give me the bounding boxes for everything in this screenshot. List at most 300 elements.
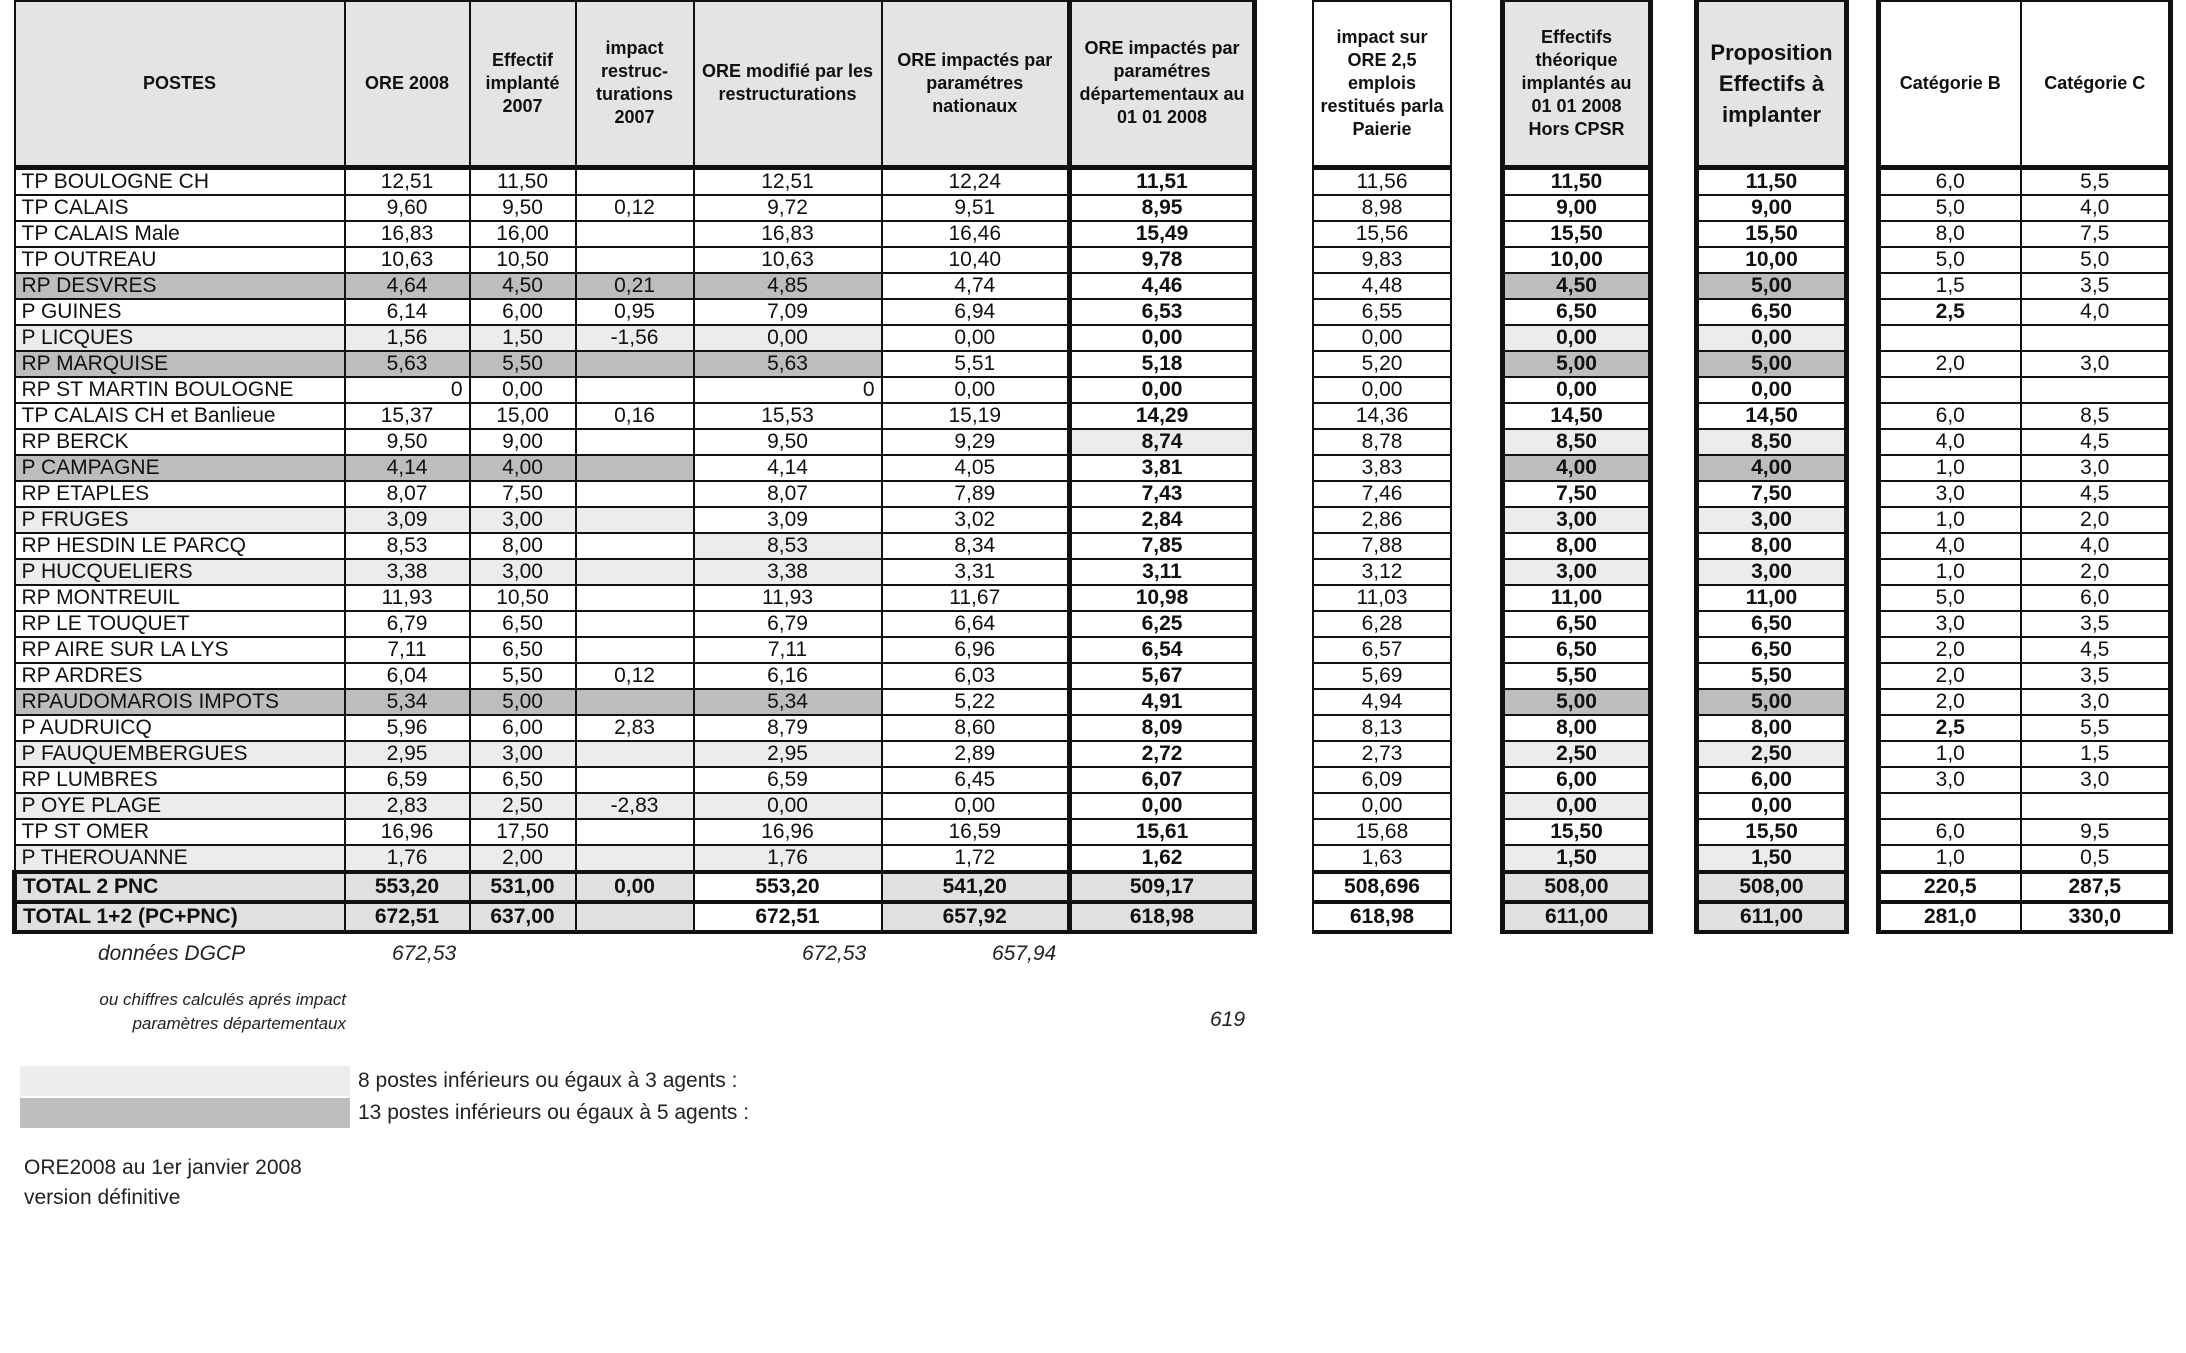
ore-2008-cell: 5,34 (345, 689, 470, 715)
total-ore-modifie: 553,20 (694, 872, 882, 902)
poste-name: P THEROUANNE (15, 845, 345, 872)
table-row (1313, 559, 1451, 585)
table-row (1697, 403, 1847, 429)
header-categorie-c: Catégorie C (2021, 1, 2171, 167)
total-categorie-c: 330,0 (2021, 902, 2171, 932)
table-row (1313, 167, 1451, 195)
total-ore-nationaux: 541,20 (882, 872, 1070, 902)
table-row (1313, 429, 1451, 455)
table-row (1697, 351, 1847, 377)
effectif-2007-cell: 6,50 (470, 767, 576, 793)
effectif-2007-cell: 8,00 (470, 533, 576, 559)
theorique-table (1500, 0, 1653, 934)
table-row (1503, 845, 1651, 872)
table-row (1503, 325, 1651, 351)
ore-nationaux-cell: 9,29 (882, 429, 1070, 455)
effectif-2007-cell: 4,50 (470, 273, 576, 299)
proposition-cell: 14,50 (1697, 403, 1847, 429)
table-row (1313, 689, 1451, 715)
table-row (15, 611, 1255, 637)
ore-nationaux-cell: 3,31 (882, 559, 1070, 585)
categorie-b-cell: 8,0 (1879, 221, 2021, 247)
proposition-cell: 10,00 (1697, 247, 1847, 273)
categorie-c-cell: 0,5 (2021, 845, 2171, 872)
ore-modifie-cell: 4,85 (694, 273, 882, 299)
total-ore-modifie: 672,51 (694, 902, 882, 932)
categorie-b-cell: 2,0 (1879, 351, 2021, 377)
impact-paierie-cell: 6,09 (1313, 767, 1451, 793)
effectifs-theoriques-cell: 0,00 (1503, 377, 1651, 403)
legend-swatch-dark (20, 1098, 350, 1128)
total-ore-2008: 672,51 (345, 902, 470, 932)
total-row (1503, 902, 1651, 932)
effectifs-theoriques-cell: 5,50 (1503, 663, 1651, 689)
ore-2008-cell: 15,37 (345, 403, 470, 429)
effectifs-theoriques-cell: 5,00 (1503, 689, 1651, 715)
ore-departementaux-cell: 15,49 (1070, 221, 1255, 247)
categorie-c-cell: 4,5 (2021, 481, 2171, 507)
table-row (1697, 507, 1847, 533)
poste-name: TP BOULOGNE CH (15, 167, 345, 195)
footer-line1: ORE2008 au 1er janvier 2008 (24, 1156, 302, 1179)
proposition-cell: 5,00 (1697, 689, 1847, 715)
legend-text-dark: 13 postes inférieurs ou égaux à 5 agents : (358, 1101, 750, 1124)
poste-name: P LICQUES (15, 325, 345, 351)
impact-restruct-cell (576, 637, 694, 663)
ore-nationaux-cell: 4,74 (882, 273, 1070, 299)
proposition-cell: 9,00 (1697, 195, 1847, 221)
categorie-b-cell: 1,0 (1879, 455, 2021, 481)
categorie-c-cell: 9,5 (2021, 819, 2171, 845)
table-row (1313, 195, 1451, 221)
ore-nationaux-cell: 7,89 (882, 481, 1070, 507)
ore-nationaux-cell: 16,59 (882, 819, 1070, 845)
table-row (1879, 715, 2171, 741)
table-row (1503, 533, 1651, 559)
header-effectifs-theoriques: Effectifs théorique implantés au 01 01 2008 Hors CPSR (1503, 1, 1651, 167)
ore-departementaux-cell: 4,46 (1070, 273, 1255, 299)
categorie-b-cell: 5,0 (1879, 247, 2021, 273)
total-effectifs-theoriques: 611,00 (1503, 902, 1651, 932)
table-row (15, 351, 1255, 377)
table-row (1879, 273, 2171, 299)
effectif-2007-cell: 16,00 (470, 221, 576, 247)
effectifs-theoriques-cell: 15,50 (1503, 819, 1651, 845)
poste-name: TP ST OMER (15, 819, 345, 845)
table-row (15, 377, 1255, 403)
total-proposition: 611,00 (1697, 902, 1847, 932)
table-row (1697, 299, 1847, 325)
table-row (1313, 507, 1451, 533)
table-row (1313, 273, 1451, 299)
ore-2008-cell: 9,50 (345, 429, 470, 455)
ore-departementaux-cell: 3,11 (1070, 559, 1255, 585)
table-row (1879, 325, 2171, 351)
table-row (1697, 741, 1847, 767)
ore-nationaux-cell: 9,51 (882, 195, 1070, 221)
impact-paierie-cell: 2,73 (1313, 741, 1451, 767)
ore-departementaux-cell: 1,62 (1070, 845, 1255, 872)
ore-2008-cell: 1,56 (345, 325, 470, 351)
ore-2008-cell: 3,38 (345, 559, 470, 585)
total-categorie-b: 220,5 (1879, 872, 2021, 902)
categorie-c-cell: 8,5 (2021, 403, 2171, 429)
categorie-b-cell (1879, 377, 2021, 403)
impact-paierie-cell: 14,36 (1313, 403, 1451, 429)
table-row (1313, 611, 1451, 637)
categorie-b-cell: 2,0 (1879, 637, 2021, 663)
ore-departementaux-cell: 15,61 (1070, 819, 1255, 845)
table-row (1313, 299, 1451, 325)
ore-2008-cell: 6,14 (345, 299, 470, 325)
ore-modifie-cell: 9,72 (694, 195, 882, 221)
ore-modifie-cell: 0,00 (694, 325, 882, 351)
ore-nationaux-cell: 10,40 (882, 247, 1070, 273)
table-row (1313, 325, 1451, 351)
effectifs-theoriques-cell: 8,00 (1503, 715, 1651, 741)
impact-paierie-cell: 0,00 (1313, 377, 1451, 403)
impact-restruct-cell: -2,83 (576, 793, 694, 819)
ore-departementaux-cell: 6,53 (1070, 299, 1255, 325)
table-row (15, 741, 1255, 767)
total-effectif-2007: 637,00 (470, 902, 576, 932)
total-proposition: 508,00 (1697, 872, 1847, 902)
ore-nationaux-cell: 6,94 (882, 299, 1070, 325)
ore-nationaux-cell: 11,67 (882, 585, 1070, 611)
proposition-cell: 5,00 (1697, 273, 1847, 299)
ore-departementaux-cell: 6,25 (1070, 611, 1255, 637)
table-row (1697, 247, 1847, 273)
effectif-2007-cell: 2,50 (470, 793, 576, 819)
impact-paierie-cell: 15,68 (1313, 819, 1451, 845)
impact-restruct-cell: 0,95 (576, 299, 694, 325)
categorie-c-cell (2021, 377, 2171, 403)
table-row (1503, 429, 1651, 455)
ore-departementaux-cell: 6,54 (1070, 637, 1255, 663)
impact-paierie-cell: 3,12 (1313, 559, 1451, 585)
impact-restruct-cell: 0,16 (576, 403, 694, 429)
effectifs-theoriques-cell: 11,50 (1503, 167, 1651, 195)
effectif-2007-cell: 10,50 (470, 585, 576, 611)
ore-departementaux-cell: 3,81 (1070, 455, 1255, 481)
ore-departementaux-cell: 14,29 (1070, 403, 1255, 429)
categorie-c-cell: 3,5 (2021, 273, 2171, 299)
impact-restruct-cell (576, 845, 694, 872)
table-row (15, 845, 1255, 872)
ore-nationaux-cell: 0,00 (882, 325, 1070, 351)
table-row (1503, 611, 1651, 637)
impact-paierie-cell: 15,56 (1313, 221, 1451, 247)
impact-restruct-cell: 0,12 (576, 195, 694, 221)
categorie-b-cell: 2,5 (1879, 715, 2021, 741)
proposition-cell: 1,50 (1697, 845, 1847, 872)
impact-restruct-cell (576, 507, 694, 533)
proposition-cell: 0,00 (1697, 377, 1847, 403)
poste-name: TP CALAIS Male (15, 221, 345, 247)
categorie-b-cell: 2,0 (1879, 663, 2021, 689)
table-row (1503, 273, 1651, 299)
table-row (15, 247, 1255, 273)
table-row (1503, 741, 1651, 767)
total-label: TOTAL 2 PNC (15, 872, 345, 902)
table-row (1313, 247, 1451, 273)
ore-modifie-cell: 7,11 (694, 637, 882, 663)
proposition-cell: 2,50 (1697, 741, 1847, 767)
impact-restruct-cell: -1,56 (576, 325, 694, 351)
effectif-2007-cell: 3,00 (470, 507, 576, 533)
effectif-2007-cell: 5,50 (470, 351, 576, 377)
categorie-c-cell: 5,5 (2021, 715, 2171, 741)
ore-2008-cell: 7,11 (345, 637, 470, 663)
total-label: TOTAL 1+2 (PC+PNC) (15, 902, 345, 932)
ore-departementaux-cell: 8,09 (1070, 715, 1255, 741)
dgcp-nationaux-value: 657,94 (992, 942, 1057, 965)
table-row (1313, 221, 1451, 247)
categorie-c-cell: 4,5 (2021, 637, 2171, 663)
impact-paierie-cell: 7,46 (1313, 481, 1451, 507)
ore-modifie-cell: 8,07 (694, 481, 882, 507)
total-ore-2008: 553,20 (345, 872, 470, 902)
table-row (15, 455, 1255, 481)
impact-paierie-cell: 9,83 (1313, 247, 1451, 273)
table-row (15, 689, 1255, 715)
table-row (1879, 507, 2171, 533)
total-impact-restruct (576, 902, 694, 932)
ore-departementaux-cell: 8,95 (1070, 195, 1255, 221)
categorie-c-cell: 5,0 (2021, 247, 2171, 273)
impact-restruct-cell (576, 429, 694, 455)
impact-paierie-cell: 7,88 (1313, 533, 1451, 559)
impact-restruct-cell: 0,12 (576, 663, 694, 689)
poste-name: RP DESVRES (15, 273, 345, 299)
table-row (15, 221, 1255, 247)
table-row (15, 663, 1255, 689)
poste-name: RP ST MARTIN BOULOGNE (15, 377, 345, 403)
poste-name: RP MARQUISE (15, 351, 345, 377)
impact-restruct-cell (576, 221, 694, 247)
table-row (1879, 611, 2171, 637)
table-row (1879, 377, 2171, 403)
poste-name: TP CALAIS (15, 195, 345, 221)
proposition-cell: 5,00 (1697, 351, 1847, 377)
ore-departementaux-cell: 9,78 (1070, 247, 1255, 273)
poste-name: RP LUMBRES (15, 767, 345, 793)
ore-departementaux-cell: 2,72 (1070, 741, 1255, 767)
table-row (1697, 273, 1847, 299)
poste-name: TP OUTREAU (15, 247, 345, 273)
table-row (15, 819, 1255, 845)
categorie-b-cell: 3,0 (1879, 611, 2021, 637)
poste-name: P AUDRUICQ (15, 715, 345, 741)
impact-paierie-cell: 5,20 (1313, 351, 1451, 377)
ore-departementaux-cell: 0,00 (1070, 377, 1255, 403)
table-row (1503, 507, 1651, 533)
table-row (1879, 767, 2171, 793)
impact-restruct-cell: 2,83 (576, 715, 694, 741)
categorie-b-cell: 6,0 (1879, 403, 2021, 429)
table-row (1879, 637, 2171, 663)
ore-nationaux-cell: 16,46 (882, 221, 1070, 247)
table-row (15, 403, 1255, 429)
header-categorie-b: Catégorie B (1879, 1, 2021, 167)
table-row (15, 481, 1255, 507)
table-row (1697, 585, 1847, 611)
proposition-cell: 8,00 (1697, 533, 1847, 559)
ore-nationaux-cell: 6,03 (882, 663, 1070, 689)
table-row (15, 273, 1255, 299)
poste-name: P OYE PLAGE (15, 793, 345, 819)
categorie-c-cell: 4,0 (2021, 533, 2171, 559)
table-row (15, 429, 1255, 455)
ore-nationaux-cell: 8,60 (882, 715, 1070, 741)
categorie-c-cell: 2,0 (2021, 507, 2171, 533)
dgcp-ore-value: 672,53 (392, 942, 457, 965)
proposition-cell: 11,00 (1697, 585, 1847, 611)
ore-2008-cell: 8,07 (345, 481, 470, 507)
dgcp-label: données DGCP (98, 942, 246, 965)
table-row (1697, 533, 1847, 559)
header-ore-nationaux: ORE impactés par paramétres nationaux (882, 1, 1070, 167)
table-row (1313, 845, 1451, 872)
impact-restruct-cell (576, 819, 694, 845)
ore-nationaux-cell: 4,05 (882, 455, 1070, 481)
effectif-2007-cell: 6,00 (470, 715, 576, 741)
ore-2008-cell: 6,79 (345, 611, 470, 637)
total-row (15, 872, 1255, 902)
effectifs-theoriques-cell: 1,50 (1503, 845, 1651, 872)
table-row (1879, 585, 2171, 611)
ore-modifie-cell: 1,76 (694, 845, 882, 872)
ore-nationaux-cell: 15,19 (882, 403, 1070, 429)
table-row (1697, 663, 1847, 689)
ore-departementaux-cell: 2,84 (1070, 507, 1255, 533)
effectifs-theoriques-cell: 4,00 (1503, 455, 1651, 481)
total-impact-restruct: 0,00 (576, 872, 694, 902)
impact-paierie-cell: 4,48 (1313, 273, 1451, 299)
total-impact-paierie: 618,98 (1313, 902, 1451, 932)
ore-2008-cell: 5,96 (345, 715, 470, 741)
total-row (1697, 872, 1847, 902)
table-row (1879, 247, 2171, 273)
effectifs-theoriques-cell: 7,50 (1503, 481, 1651, 507)
impact-paierie-cell: 0,00 (1313, 793, 1451, 819)
total-ore-departementaux: 509,17 (1070, 872, 1255, 902)
ore-departementaux-cell: 5,18 (1070, 351, 1255, 377)
table-row (15, 533, 1255, 559)
table-row (1879, 195, 2171, 221)
legend-swatch-light (20, 1066, 350, 1096)
ore-modifie-cell: 2,95 (694, 741, 882, 767)
proposition-cell: 6,50 (1697, 611, 1847, 637)
poste-name: RP LE TOUQUET (15, 611, 345, 637)
table-row (15, 585, 1255, 611)
effectifs-theoriques-cell: 6,50 (1503, 637, 1651, 663)
categorie-b-cell: 5,0 (1879, 195, 2021, 221)
poste-name: P CAMPAGNE (15, 455, 345, 481)
table-row (1879, 351, 2171, 377)
table-row (1503, 819, 1651, 845)
categorie-c-cell: 7,5 (2021, 221, 2171, 247)
table-row (1879, 845, 2171, 872)
effectifs-theoriques-cell: 0,00 (1503, 793, 1651, 819)
ore-departementaux-cell: 7,85 (1070, 533, 1255, 559)
ore-modifie-cell: 3,09 (694, 507, 882, 533)
total-categorie-c: 287,5 (2021, 872, 2171, 902)
table-row (1697, 715, 1847, 741)
table-row (1879, 481, 2171, 507)
effectif-2007-cell: 5,50 (470, 663, 576, 689)
table-row (1503, 455, 1651, 481)
categorie-b-cell: 4,0 (1879, 429, 2021, 455)
ore-nationaux-cell: 6,45 (882, 767, 1070, 793)
categorie-c-cell: 3,5 (2021, 663, 2171, 689)
effectif-2007-cell: 6,00 (470, 299, 576, 325)
header-ore-2008: ORE 2008 (345, 1, 470, 167)
ore-2008-cell: 4,14 (345, 455, 470, 481)
calc-note-line1: ou chiffres calculés aprés impact (99, 990, 346, 1009)
categorie-b-cell: 1,0 (1879, 845, 2021, 872)
total-ore-departementaux: 618,98 (1070, 902, 1255, 932)
legend-text-light: 8 postes inférieurs ou égaux à 3 agents : (358, 1069, 738, 1092)
table-row (1879, 559, 2171, 585)
effectif-2007-cell: 10,50 (470, 247, 576, 273)
poste-name: RP BERCK (15, 429, 345, 455)
table-row (1503, 481, 1651, 507)
ore-2008-cell: 4,64 (345, 273, 470, 299)
categories-table (1876, 0, 2173, 934)
effectifs-theoriques-cell: 9,00 (1503, 195, 1651, 221)
proposition-cell: 6,50 (1697, 637, 1847, 663)
ore-modifie-cell: 16,96 (694, 819, 882, 845)
effectif-2007-cell: 17,50 (470, 819, 576, 845)
categorie-b-cell: 1,0 (1879, 559, 2021, 585)
table-row (1697, 481, 1847, 507)
table-row (1697, 325, 1847, 351)
ore-modifie-cell: 5,63 (694, 351, 882, 377)
total-effectif-2007: 531,00 (470, 872, 576, 902)
poste-name: P GUINES (15, 299, 345, 325)
effectifs-theoriques-cell: 4,50 (1503, 273, 1651, 299)
effectifs-theoriques-cell: 3,00 (1503, 559, 1651, 585)
categorie-b-cell (1879, 793, 2021, 819)
poste-name: RP HESDIN LE PARCQ (15, 533, 345, 559)
impact-paierie-cell: 0,00 (1313, 325, 1451, 351)
ore-2008-cell: 6,04 (345, 663, 470, 689)
effectif-2007-cell: 3,00 (470, 741, 576, 767)
ore-nationaux-cell: 6,64 (882, 611, 1070, 637)
impact-restruct-cell (576, 455, 694, 481)
table-row (1503, 637, 1651, 663)
ore-modifie-cell: 11,93 (694, 585, 882, 611)
table-row (1313, 637, 1451, 663)
poste-name: P FRUGES (15, 507, 345, 533)
total-impact-paierie: 508,696 (1313, 872, 1451, 902)
ore-nationaux-cell: 0,00 (882, 793, 1070, 819)
header-proposition: Proposition Effectifs à implanter (1697, 1, 1847, 167)
total-row (1313, 902, 1451, 932)
categorie-c-cell: 6,0 (2021, 585, 2171, 611)
table-row (1503, 247, 1651, 273)
main-table (12, 0, 1257, 934)
effectifs-theoriques-cell: 3,00 (1503, 507, 1651, 533)
effectifs-theoriques-cell: 6,50 (1503, 611, 1651, 637)
table-row (1879, 167, 2171, 195)
table-row (1697, 637, 1847, 663)
ore-departementaux-cell: 11,51 (1070, 167, 1255, 195)
ore-departementaux-cell: 0,00 (1070, 793, 1255, 819)
categorie-c-cell: 4,0 (2021, 195, 2171, 221)
ore-modifie-cell: 8,53 (694, 533, 882, 559)
